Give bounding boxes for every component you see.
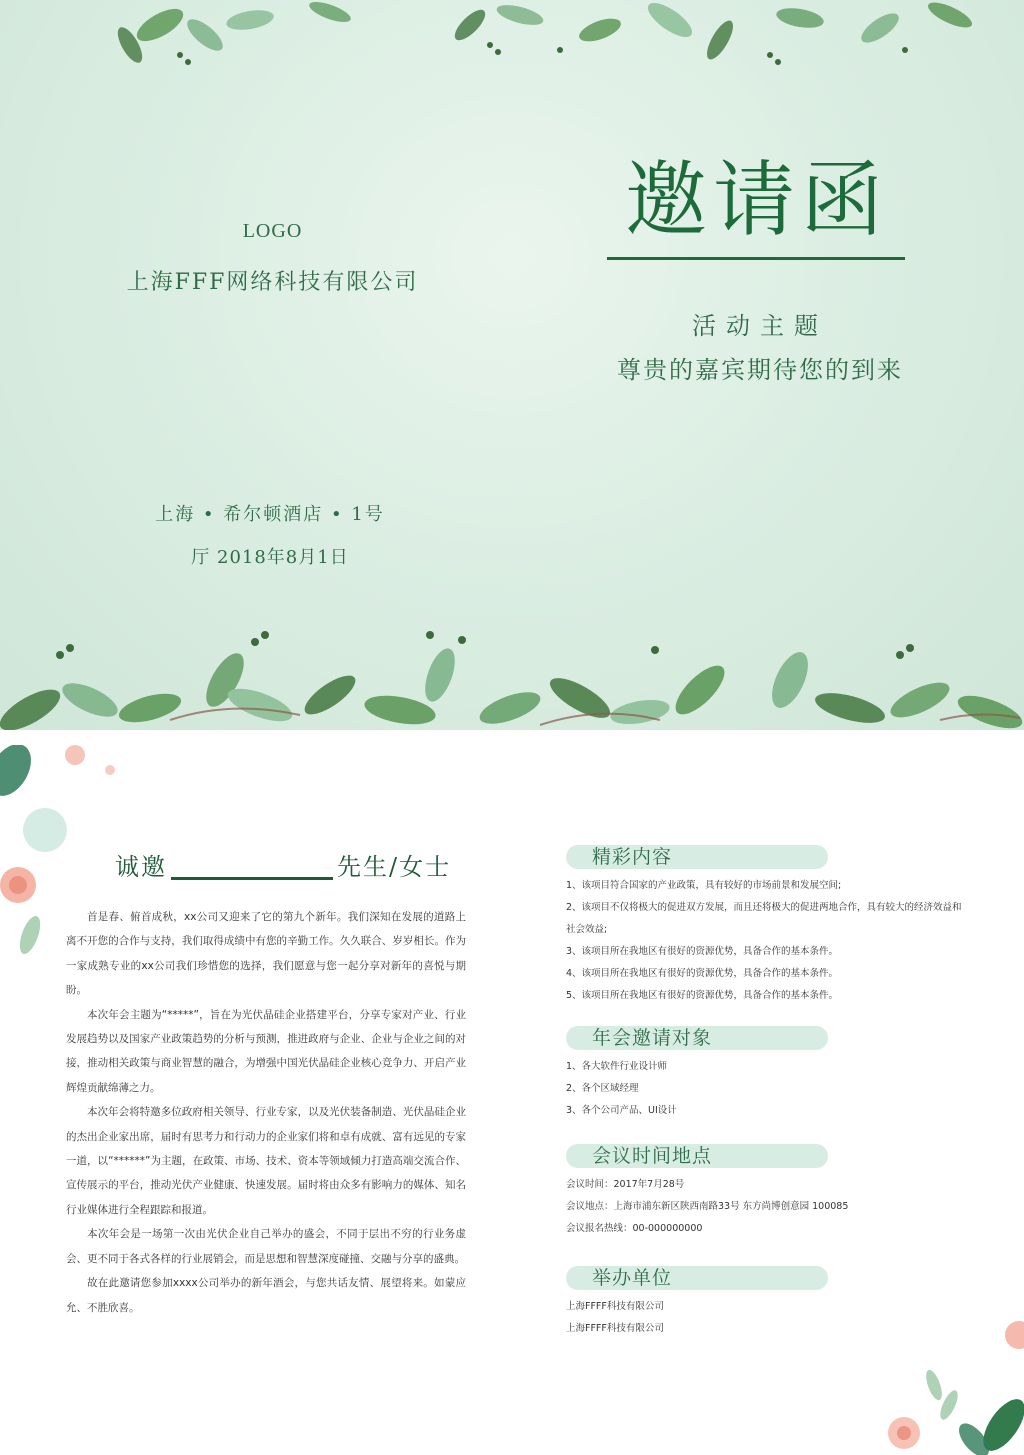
bottom-leaf-border — [0, 620, 1024, 730]
section-items — [566, 875, 966, 1007]
section-item: 1、各大软件行业设计师 — [566, 1061, 668, 1072]
section-title: 会议时间地点 — [566, 1144, 828, 1168]
section-item: 1、该项目符合国家的产业政策，具有较好的市场前景和发展空间; — [566, 880, 842, 891]
letter-paragraph: 本次年会是一场第一次由光伏企业自己举办的盛会，不同于层出不穷的行业务虚会、更不同于各式各样的行业展销会，而是思想和智慧深度碰撞、交融与分享的盛典。 — [66, 1228, 466, 1265]
event-theme: 活动主题 — [692, 312, 828, 340]
guest-name-blank — [171, 851, 333, 880]
invitation-title: 邀请函 — [624, 153, 889, 248]
bottom-right-floral-decoration — [864, 1315, 1024, 1455]
section-item: 会议地点：上海市浦东新区陕西南路33号 东方尚博创意园 100085 — [566, 1201, 849, 1212]
section-items — [566, 1056, 966, 1122]
title-underline — [607, 257, 905, 260]
section-time-location — [566, 1144, 966, 1240]
section-item: 2、该项目不仅将极大的促进双方发展，而且还将极大的促进两地合作，具有较大的经济效益和社会效益; — [566, 902, 962, 935]
event-venue: 上海 • 希尔顿酒店 • 1号 — [155, 504, 385, 525]
section-invitees — [566, 1026, 966, 1122]
invite-suffix: 先生/女士 — [337, 853, 452, 881]
section-item: 5、该项目所在我地区有很好的资源优势，具备合作的基本条件。 — [566, 990, 839, 1001]
company-logo-placeholder: LOGO — [242, 220, 303, 242]
section-item: 3、各个公司产品、UI设计 — [566, 1105, 677, 1116]
invitation-inner-page — [0, 745, 1024, 1455]
letter-paragraph: 故在此邀请您参加xxxx公司举办的新年酒会，与您共话友情、展望将来。如蒙应允、不胜欣喜。 — [66, 1277, 466, 1314]
section-item: 4、该项目所在我地区有很好的资源优势，具备合作的基本条件。 — [566, 968, 839, 979]
section-item: 2、各个区域经理 — [566, 1083, 639, 1094]
section-item: 上海FFFF科技有限公司 — [566, 1301, 664, 1312]
invite-line — [115, 847, 451, 882]
section-title: 年会邀请对象 — [566, 1026, 828, 1050]
invite-prefix: 诚邀 — [115, 853, 167, 881]
section-item: 会议报名热线：00-000000000 — [566, 1223, 703, 1234]
welcome-text: 尊贵的嘉宾期待您的到来 — [617, 356, 903, 384]
invitation-letter-body — [66, 905, 466, 1320]
section-items — [566, 1174, 966, 1240]
section-title: 举办单位 — [566, 1266, 828, 1290]
company-name: 上海FFF网络科技有限公司 — [126, 270, 419, 295]
section-title: 精彩内容 — [566, 845, 828, 869]
letter-paragraph: 本次年会将特邀多位政府相关领导、行业专家，以及光伏装备制造、光伏晶硅企业的杰出企业家出席，届时有思考力和行动力的企业家们将和卓有成就、富有远见的专家一道，以“******”为主题，在政策、市场、技术、资本等领域倾力打造高端交流合作、宣传展示的平台，推动光伏产业健康、快速发展。届时将由众多有影响力的媒体、知名行业媒体进行全程跟踪和报道。 — [66, 1106, 466, 1216]
section-item: 3、该项目所在我地区有很好的资源优势，具备合作的基本条件。 — [566, 946, 839, 957]
letter-paragraph: 首是春、俯首成秋，xx公司又迎来了它的第九个新年。我们深知在发展的道路上离不开您的合作与支持，我们取得成绩中有您的辛勤工作。久久联合、岁岁相长。作为一家成熟专业的xx公司我们珍惜您的选择，我们愿意与您一起分享对新年的喜悦与期盼。 — [66, 911, 466, 997]
section-highlights — [566, 845, 966, 1007]
section-item: 上海FFFF科技有限公司 — [566, 1323, 664, 1334]
top-leaf-border — [0, 0, 1024, 80]
section-item: 会议时间：2017年7月28号 — [566, 1179, 685, 1190]
letter-paragraph: 本次年会主题为“*****”，旨在为光伏晶硅企业搭建平台，分享专家对产业、行业发展趋势以及国家产业政策趋势的分析与预测，推进政府与企业、企业与企业之间的对接，推动相关政策与商业智慧的融合，为增强中国光伏晶硅企业核心竞争力、开启产业辉煌贡献绵薄之力。 — [66, 1008, 466, 1094]
event-date: 厅 2018年8月1日 — [191, 547, 349, 568]
